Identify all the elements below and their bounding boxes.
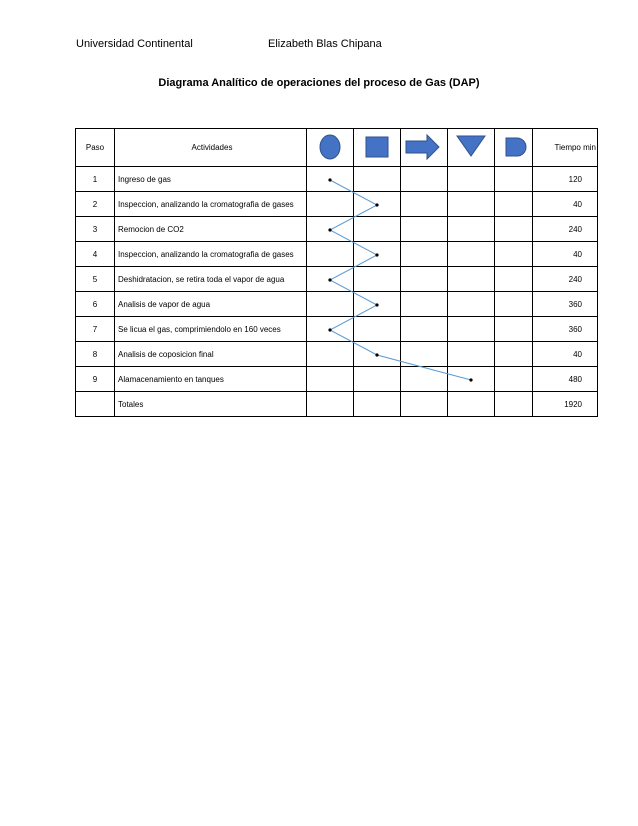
row-symbol-cell: [354, 342, 401, 367]
row-actividad: Inspeccion, analizando la cromatografia de gases: [115, 192, 307, 217]
table-row: [76, 342, 598, 367]
row-symbol-cell: [401, 367, 448, 392]
row-actividad: Ingreso de gas: [115, 167, 307, 192]
row-paso: 3: [76, 217, 115, 242]
row-actividad: Se licua el gas, comprimiendolo en 160 veces: [115, 317, 307, 342]
row-symbol-cell: [495, 217, 533, 242]
row-symbol-cell: [354, 317, 401, 342]
row-symbol-cell: [401, 267, 448, 292]
page-title: Diagrama Analítico de operaciones del proceso de Gas (DAP): [158, 77, 480, 89]
row-actividad: Inspeccion, analizando la cromatografia de gases: [115, 242, 307, 267]
storage-triangle-icon: [448, 129, 494, 164]
row-paso: 6: [76, 292, 115, 317]
dap-table: [75, 128, 598, 417]
operation-circle-icon: [307, 129, 353, 164]
row-symbol-cell: [495, 242, 533, 267]
row-symbol-cell: [448, 217, 495, 242]
row-paso: 9: [76, 367, 115, 392]
totals-symbol-cell: [401, 392, 448, 417]
totals-paso: [76, 392, 115, 417]
row-symbol-cell: [307, 167, 354, 192]
row-symbol-cell: [495, 317, 533, 342]
row-symbol-cell: [354, 242, 401, 267]
col-header-storage: [448, 129, 495, 167]
row-symbol-cell: [354, 267, 401, 292]
row-symbol-cell: [307, 192, 354, 217]
row-symbol-cell: [354, 167, 401, 192]
col-header-actividades: Actividades: [115, 129, 307, 167]
totals-symbol-cell: [307, 392, 354, 417]
col-header-transport: [401, 129, 448, 167]
row-symbol-cell: [448, 192, 495, 217]
row-symbol-cell: [401, 192, 448, 217]
row-symbol-cell: [448, 367, 495, 392]
row-symbol-cell: [495, 267, 533, 292]
row-paso: 2: [76, 192, 115, 217]
row-actividad: Analisis de coposicion final: [115, 342, 307, 367]
row-symbol-cell: [401, 217, 448, 242]
col-header-operation: [307, 129, 354, 167]
row-tiempo: 240: [533, 267, 598, 292]
row-symbol-cell: [354, 192, 401, 217]
row-paso: 7: [76, 317, 115, 342]
row-symbol-cell: [354, 367, 401, 392]
row-symbol-cell: [307, 267, 354, 292]
totals-symbol-cell: [495, 392, 533, 417]
row-symbol-cell: [448, 267, 495, 292]
table-row: [76, 167, 598, 192]
row-symbol-cell: [401, 167, 448, 192]
table-row: [76, 242, 598, 267]
row-tiempo: 120: [533, 167, 598, 192]
col-header-paso: Paso: [76, 129, 115, 167]
row-symbol-cell: [401, 317, 448, 342]
row-actividad: Analisis de vapor de agua: [115, 292, 307, 317]
row-symbol-cell: [495, 192, 533, 217]
table-row: [76, 217, 598, 242]
col-header-delay: [495, 129, 533, 167]
row-symbol-cell: [307, 342, 354, 367]
row-symbol-cell: [307, 217, 354, 242]
row-tiempo: 360: [533, 317, 598, 342]
table-row: [76, 267, 598, 292]
totals-label: Totales: [115, 392, 307, 417]
row-actividad: Remocion de CO2: [115, 217, 307, 242]
row-symbol-cell: [495, 367, 533, 392]
header-institution: Universidad Continental: [76, 38, 193, 50]
inspection-square-icon: [354, 129, 400, 164]
totals-symbol-cell: [354, 392, 401, 417]
row-symbol-cell: [401, 242, 448, 267]
row-symbol-cell: [307, 292, 354, 317]
row-symbol-cell: [448, 292, 495, 317]
row-actividad: Deshidratacion, se retira toda el vapor de agua: [115, 267, 307, 292]
row-symbol-cell: [354, 292, 401, 317]
row-symbol-cell: [448, 317, 495, 342]
row-symbol-cell: [307, 367, 354, 392]
row-tiempo: 40: [533, 192, 598, 217]
row-symbol-cell: [401, 342, 448, 367]
row-tiempo: 240: [533, 217, 598, 242]
table-row: [76, 192, 598, 217]
row-paso: 8: [76, 342, 115, 367]
header-author: Elizabeth Blas Chipana: [268, 38, 382, 50]
table-row: [76, 292, 598, 317]
row-symbol-cell: [495, 342, 533, 367]
row-symbol-cell: [448, 242, 495, 267]
delay-d-icon: [495, 129, 532, 164]
table-row: [76, 317, 598, 342]
table-row: [76, 367, 598, 392]
row-actividad: Alamacenamiento en tanques: [115, 367, 307, 392]
row-tiempo: 40: [533, 242, 598, 267]
transport-arrow-icon: [401, 129, 447, 164]
row-symbol-cell: [401, 292, 448, 317]
col-header-inspection: [354, 129, 401, 167]
row-symbol-cell: [354, 217, 401, 242]
row-paso: 1: [76, 167, 115, 192]
row-symbol-cell: [307, 242, 354, 267]
row-symbol-cell: [307, 317, 354, 342]
row-paso: 4: [76, 242, 115, 267]
totals-row: [76, 392, 598, 417]
row-tiempo: 360: [533, 292, 598, 317]
row-symbol-cell: [448, 342, 495, 367]
row-tiempo: 480: [533, 367, 598, 392]
row-symbol-cell: [495, 167, 533, 192]
row-paso: 5: [76, 267, 115, 292]
row-symbol-cell: [448, 167, 495, 192]
row-symbol-cell: [495, 292, 533, 317]
row-tiempo: 40: [533, 342, 598, 367]
col-header-tiempo: Tiempo min: [533, 129, 598, 167]
totals-value: 1920: [533, 392, 598, 417]
totals-symbol-cell: [448, 392, 495, 417]
table-header-row: [76, 129, 598, 167]
